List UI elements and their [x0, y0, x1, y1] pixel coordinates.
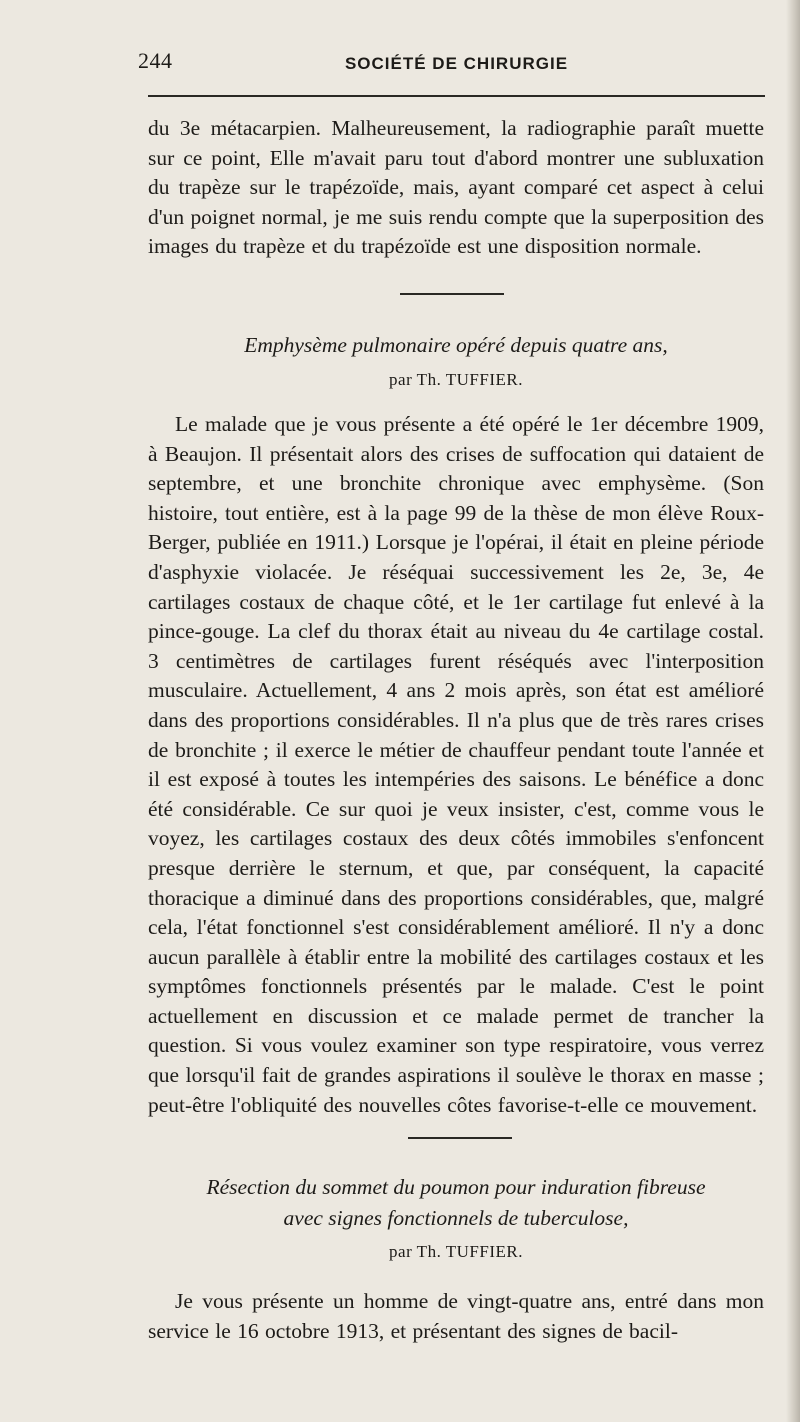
running-head: SOCIÉTÉ DE CHIRURGIE — [344, 54, 569, 73]
section-title-emphyseme: Emphysème pulmonaire opéré depuis quatre ans, — [244, 333, 668, 357]
section-title-resection-line-2: avec signes fonctionnels de tuberculose, — [283, 1206, 629, 1230]
section-body-resection: Je vous présente un homme de vingt-quatre ans, entré dans mon service le 16 octobre 1913, et présentant des signes de bacil- — [148, 1289, 764, 1343]
section-author: par Th. TUFFIER. — [389, 370, 523, 389]
page-number: 244 — [138, 48, 173, 73]
page-edge-shadow — [786, 0, 800, 1422]
section-body-emphyseme: Le malade que je vous présente a été opéré le 1er décembre 1909, à Beaujon. Il présentait alors des crises de suffocation qui dataient de septembre, et une bronchite chronique avec emphysème. (Son histoire, tout entière, est à la page 99 de la thèse de mon élève Roux-Berger, publiée en 1911.) Lorsque je l'opérai, il était en pleine période d'asphyxie violacée. Je réséquai successivement les 2e, 3e, 4e cartilages costaux de chaque côté, et le 1er cartilage fut enlevé à la pince-gouge. La clef du thorax était au niveau du 4e cartilage costal. 3 centimètres de cartilages furent réséqués avec l'interposition musculaire. Actuellement, 4 ans 2 mois après, son état est amélioré dans des proportions considérables. Il n'a plus que de très rares crises de bronchite ; il exerce le métier de chauffeur pendant toute l'année et il est exposé à toutes les intempéries des saisons. Le bénéfice a donc été considérable. Ce sur quoi je veux insister, c'est, comme vous le voyez, les cartilages costaux des deux côtés immobiles s'enfoncent presque derrière le sternum, et que, par conséquent, la capacité thoracique a diminué dans des proportions considérables, que, malgré cela, l'état fonctionnel s'est considérablement amélioré. Il n'y a donc aucun parallèle à établir entre la mobilité des cartilages costaux et les symptômes fonctionnels présentés par le malade. C'est le point actuellement en discussion et ce malade permet de trancher la question. Si vous voulez examiner son type respiratoire, vous verrez que lorsqu'il fait de grandes aspirations il soulève le thorax en masse ; peut-être l'obliquité des nouvelles côtes favorise-t-elle ce mouvement. — [148, 412, 764, 1117]
continued-paragraph: du 3e métacarpien. Malheureusement, la radiographie paraît muette sur ce point, Elle m'avait paru tout d'abord montrer une subluxation du trapèze sur le trapézoïde, mais, ayant comparé cet aspect à celui d'un poignet normal, je me suis rendu compte que la superposition des images du trapèze et du trapézoïde est une disposition normale. — [148, 116, 764, 259]
section-author: par Th. TUFFIER. — [389, 1242, 523, 1261]
header-rule — [148, 95, 765, 97]
section-title-resection-line-1: Résection du sommet du poumon pour induration fibreuse — [206, 1175, 706, 1199]
page-header — [138, 44, 765, 84]
section-separator — [408, 1137, 512, 1139]
section-separator — [400, 293, 504, 295]
